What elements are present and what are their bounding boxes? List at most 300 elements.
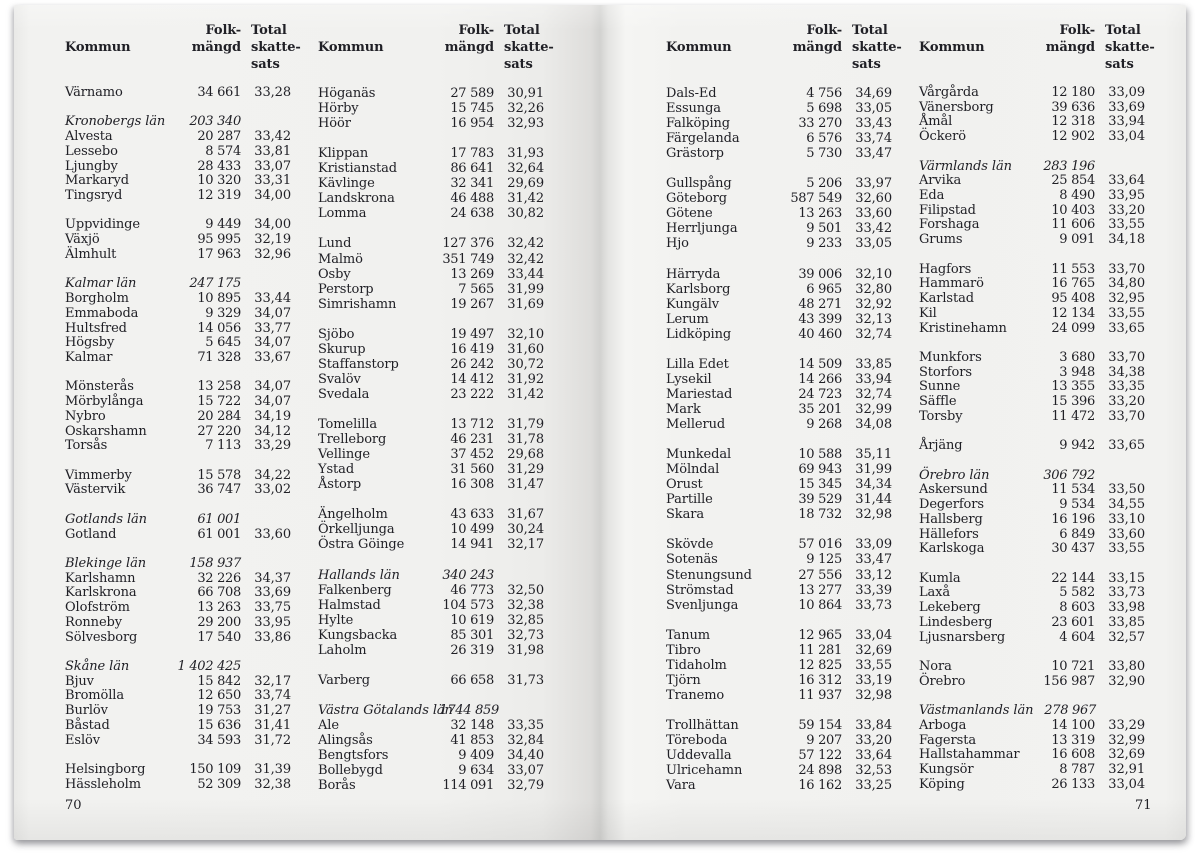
population-value: 10 619 <box>450 612 494 628</box>
table-row <box>318 417 544 432</box>
tax-rate-value: 33,65 <box>1108 320 1145 336</box>
table-row <box>65 410 291 425</box>
table-row <box>318 146 544 161</box>
population-value: 114 091 <box>442 778 494 794</box>
kommun-name: Karlshamn <box>65 570 136 586</box>
population-value: 14 266 <box>798 371 842 387</box>
kommun-name: Hässleholm <box>65 776 141 792</box>
tax-rate-value: 33,25 <box>855 778 892 794</box>
table-row <box>65 380 291 395</box>
population-value: 12 650 <box>197 688 241 704</box>
kommun-header-label: Kommun <box>318 40 384 55</box>
kommun-name: Halmstad <box>318 597 381 613</box>
population-value: 7 565 <box>458 281 494 297</box>
kommun-name: Bjuv <box>65 673 94 689</box>
county-name: Örebro län <box>919 467 990 483</box>
kommun-name: Hallstahammar <box>919 747 1020 763</box>
tax-rate-value: 33,39 <box>855 582 892 598</box>
population-value: 8 603 <box>1059 600 1095 616</box>
table-row <box>919 218 1145 233</box>
skattesats-header-label: Total skatte- sats <box>852 23 902 72</box>
tax-rate-value: 31,39 <box>254 762 291 778</box>
tax-rate-value: 31,60 <box>507 341 544 357</box>
kommun-name: Svalöv <box>318 371 361 387</box>
tax-rate-value: 33,31 <box>254 173 291 189</box>
kommun-name: Trelleborg <box>318 432 387 448</box>
county-name: Blekinge län <box>65 556 147 571</box>
table-row <box>919 498 1145 513</box>
tax-rate-value: 34,18 <box>1108 232 1145 248</box>
page-71-column-2 <box>919 22 1155 793</box>
tax-rate-value: 34,00 <box>254 188 291 204</box>
tax-rate-value: 33,74 <box>254 688 291 704</box>
table-row <box>318 613 544 628</box>
table-row <box>65 115 291 130</box>
tax-rate-value: 32,42 <box>507 236 544 252</box>
table-row <box>318 342 544 357</box>
population-value: 23 222 <box>450 386 494 402</box>
table-row <box>318 372 544 387</box>
tax-rate-value: 32,99 <box>1108 732 1145 748</box>
table-row <box>65 130 291 145</box>
tax-rate-value: 32,10 <box>507 326 544 342</box>
tax-rate-value: 33,35 <box>1108 379 1145 395</box>
tax-rate-value: 31,98 <box>507 642 544 658</box>
table-row <box>318 477 544 492</box>
population-value: 28 433 <box>197 158 241 174</box>
column-rows <box>318 86 544 793</box>
table-row <box>318 673 544 688</box>
population-value: 13 258 <box>197 379 241 395</box>
population-value: 5 582 <box>1059 585 1095 601</box>
population-value: 247 175 <box>189 276 241 292</box>
table-row <box>666 628 892 643</box>
table-row <box>919 160 1145 175</box>
spacer-row <box>65 263 291 278</box>
kommun-name: Hörby <box>318 101 359 117</box>
kommun-name: Karlstad <box>919 291 975 307</box>
population-value: 15 345 <box>798 477 842 493</box>
tax-rate-value: 31,44 <box>855 492 892 508</box>
population-value: 95 995 <box>197 232 241 248</box>
population-value: 9 091 <box>1059 232 1095 248</box>
table-row <box>919 380 1145 395</box>
book-spread <box>14 5 1186 840</box>
population-value: 23 601 <box>1051 614 1095 630</box>
tax-rate-value: 32,96 <box>254 246 291 262</box>
table-row <box>666 282 892 297</box>
tax-rate-value: 33,05 <box>855 101 892 117</box>
county-name: Kalmar län <box>65 276 137 292</box>
population-value: 39 636 <box>1051 99 1095 115</box>
table-row <box>65 439 291 454</box>
kommun-name: Arvika <box>919 173 962 189</box>
population-value: 13 263 <box>197 600 241 616</box>
table-row <box>666 267 892 282</box>
kommun-name: Skurup <box>318 341 366 357</box>
table-row <box>919 660 1145 675</box>
tax-rate-value: 32,50 <box>507 582 544 598</box>
spacer-row <box>666 432 892 447</box>
kommun-name: Munkfors <box>919 349 982 365</box>
tax-rate-value: 33,64 <box>855 748 892 764</box>
kommun-name: Laholm <box>318 642 367 658</box>
table-row <box>318 778 544 793</box>
kommun-name: Lund <box>318 236 352 252</box>
kommun-name: Helsingborg <box>65 762 146 778</box>
tax-rate-value: 34,40 <box>507 748 544 764</box>
tax-rate-value: 33,60 <box>1108 526 1145 542</box>
tax-rate-value <box>1096 704 1145 719</box>
population-value: 24 099 <box>1051 320 1095 336</box>
tax-rate-value: 32,38 <box>254 776 291 792</box>
tax-rate-value: 33,94 <box>855 371 892 387</box>
kommun-name: Svedala <box>318 386 370 402</box>
kommun-name: Mark <box>666 401 701 417</box>
table-row <box>666 372 892 387</box>
kommun-name: Landskrona <box>318 191 395 207</box>
kommun-name: Essunga <box>666 101 721 117</box>
spacer-row <box>919 645 1145 660</box>
kommun-name: Båstad <box>65 717 110 733</box>
tax-rate-value: 34,69 <box>855 86 892 101</box>
population-value: 66 708 <box>197 585 241 601</box>
column-header <box>318 22 554 73</box>
kommun-name: Sölvesborg <box>65 629 138 645</box>
tax-rate-value: 33,70 <box>1108 349 1145 365</box>
kommun-name: Hagfors <box>919 261 972 277</box>
table-row <box>666 236 892 251</box>
tax-rate-value: 32,17 <box>507 537 544 553</box>
population-value: 41 853 <box>450 733 494 749</box>
population-value: 9 942 <box>1059 438 1095 454</box>
kommun-name: Töreboda <box>666 733 728 749</box>
population-value: 57 122 <box>798 748 842 764</box>
tax-rate-value: 32,64 <box>507 161 544 177</box>
table-row <box>318 176 544 191</box>
kommun-name: Sjöbo <box>318 326 355 342</box>
population-value: 27 589 <box>450 86 494 101</box>
table-row <box>65 248 291 263</box>
tax-rate-value: 33,85 <box>1108 614 1145 630</box>
tax-rate-value: 33,97 <box>855 176 892 192</box>
kommun-name: Fagersta <box>919 732 976 748</box>
table-row <box>318 236 544 251</box>
kommun-name: Simrishamn <box>318 296 397 312</box>
kommun-name: Lomma <box>318 206 367 222</box>
table-row <box>919 616 1145 631</box>
spacer-row <box>666 161 892 176</box>
table-row <box>65 689 291 704</box>
kommun-name: Svenljunga <box>666 597 739 613</box>
table-row <box>666 297 892 312</box>
population-value: 29 200 <box>197 614 241 630</box>
table-row <box>666 357 892 372</box>
population-value: 8 787 <box>1059 762 1095 778</box>
kommun-name: Götene <box>666 206 713 222</box>
population-value: 1744 859 <box>439 702 499 718</box>
population-value: 5 206 <box>806 176 842 192</box>
column-header <box>666 22 902 73</box>
tax-rate-value: 31,29 <box>507 462 544 478</box>
table-row <box>65 660 291 675</box>
table-row <box>919 322 1145 337</box>
table-row <box>666 86 892 101</box>
population-value: 86 641 <box>450 161 494 177</box>
table-row <box>65 513 291 528</box>
table-row <box>666 131 892 146</box>
kommun-name: Vänersborg <box>919 99 994 115</box>
tax-rate-value: 33,80 <box>1108 659 1145 675</box>
tax-rate-value: 33,94 <box>1108 114 1145 130</box>
population-value: 9 634 <box>458 763 494 779</box>
population-value: 33 270 <box>798 116 842 132</box>
kommun-name: Ulricehamn <box>666 763 743 779</box>
spacer-row <box>666 252 892 267</box>
table-row <box>65 557 291 572</box>
population-value: 9 233 <box>806 236 842 252</box>
spacer-row <box>666 613 892 628</box>
table-row <box>65 160 291 175</box>
population-value: 17 783 <box>450 146 494 162</box>
spacer-row <box>919 145 1145 160</box>
tax-rate-value: 33,09 <box>1108 85 1145 100</box>
tax-rate-value: 33,73 <box>1108 585 1145 601</box>
table-row <box>65 189 291 204</box>
table-row <box>318 507 544 522</box>
population-value: 11 472 <box>1051 408 1095 424</box>
kommun-name: Kristinehamn <box>919 320 1007 336</box>
tax-rate-value: 33,20 <box>1108 202 1145 218</box>
kommun-name: Kalmar <box>65 349 113 365</box>
population-value: 9 449 <box>205 217 241 233</box>
tax-rate-value: 32,99 <box>855 401 892 417</box>
kommun-name: Värnamo <box>65 85 123 100</box>
tax-rate-value: 31,99 <box>507 281 544 297</box>
spacer-row <box>919 336 1145 351</box>
table-row <box>666 643 892 658</box>
table-row <box>666 312 892 327</box>
population-value: 36 747 <box>197 482 241 498</box>
table-row <box>318 327 544 342</box>
tax-rate-value: 31,79 <box>507 417 544 433</box>
county-name: Värmlands län <box>919 158 1012 174</box>
population-value: 14 056 <box>197 320 241 336</box>
spacer-row <box>318 658 544 673</box>
tax-rate-value: 32,60 <box>855 191 892 207</box>
table-row <box>318 357 544 372</box>
column-header <box>65 22 301 73</box>
table-row <box>666 327 892 342</box>
table-row <box>919 233 1145 248</box>
population-value: 61 001 <box>197 511 241 527</box>
population-value: 46 488 <box>450 191 494 207</box>
population-value: 12 318 <box>1051 114 1095 130</box>
population-value: 15 722 <box>197 394 241 410</box>
kommun-name: Kungälv <box>666 296 720 312</box>
population-value: 11 937 <box>798 687 842 703</box>
population-value: 10 320 <box>197 173 241 189</box>
kommun-name: Lessebo <box>65 143 118 159</box>
tax-rate-value: 30,72 <box>507 356 544 372</box>
tax-rate-value: 32,73 <box>507 627 544 643</box>
table-row <box>666 583 892 598</box>
spacer-row <box>65 498 291 513</box>
kommun-name: Kävlinge <box>318 176 375 192</box>
tax-rate-value: 33,44 <box>254 291 291 307</box>
tax-rate-value: 33,75 <box>254 600 291 616</box>
kommun-name: Sotenäs <box>666 552 718 568</box>
table-row <box>666 402 892 417</box>
tax-rate-value: 33,29 <box>254 438 291 454</box>
kommun-name: Hammarö <box>919 276 984 292</box>
kommun-name: Kristianstad <box>318 161 398 177</box>
population-value: 5 698 <box>806 101 842 117</box>
table-row <box>919 351 1145 366</box>
kommun-name: Eslöv <box>65 732 100 748</box>
kommun-name: Herrljunga <box>666 221 738 237</box>
population-value: 95 408 <box>1051 291 1095 307</box>
table-row <box>65 174 291 189</box>
tax-rate-value: 30,82 <box>507 206 544 222</box>
population-value: 283 196 <box>1043 158 1095 174</box>
population-value: 16 765 <box>1051 276 1095 292</box>
kommun-name: Vimmerby <box>65 467 132 483</box>
tax-rate-value: 33,07 <box>254 158 291 174</box>
kommun-name: Bengtsfors <box>318 748 389 764</box>
population-value: 15 745 <box>450 101 494 117</box>
tax-rate-value: 32,17 <box>254 673 291 689</box>
spacer-row <box>919 557 1145 572</box>
spacer-row <box>666 342 892 357</box>
tax-rate-value: 31,93 <box>507 146 544 162</box>
kommun-name: Malmö <box>318 251 363 267</box>
spacer-row <box>666 522 892 537</box>
kommun-name: Falkenberg <box>318 582 392 598</box>
kommun-name: Varberg <box>318 672 371 688</box>
spacer-row <box>318 552 544 567</box>
spacer-row <box>65 645 291 660</box>
population-value: 158 937 <box>189 556 241 571</box>
tax-rate-value: 33,10 <box>1108 511 1145 527</box>
folkmangd-header-label: Folk- mängd <box>444 23 494 55</box>
table-row <box>318 86 544 101</box>
tax-rate-value: 32,26 <box>507 101 544 117</box>
kommun-name: Tomelilla <box>318 417 377 433</box>
table-row <box>919 101 1145 116</box>
kommun-name: Sunne <box>919 379 961 395</box>
population-value: 35 201 <box>798 401 842 417</box>
table-row <box>666 673 892 688</box>
population-value: 26 319 <box>450 642 494 658</box>
kommun-name: Filipstad <box>919 202 976 218</box>
population-value: 12 180 <box>1051 85 1095 100</box>
tax-rate-value: 32,53 <box>855 763 892 779</box>
kommun-name: Orust <box>666 477 703 493</box>
table-row <box>65 675 291 690</box>
population-value: 1 402 425 <box>177 659 241 675</box>
tax-rate-value: 33,28 <box>254 85 291 100</box>
table-row <box>666 221 892 236</box>
table-row <box>919 528 1145 543</box>
population-value: 14 941 <box>450 537 494 553</box>
kommun-name: Oskarshamn <box>65 423 147 439</box>
folkmangd-header-label: Folk- mängd <box>191 23 241 55</box>
tax-rate-value: 33,19 <box>855 672 892 688</box>
kommun-name: Mellerud <box>666 417 726 433</box>
tax-rate-value: 33,44 <box>507 266 544 282</box>
population-value: 13 263 <box>798 206 842 222</box>
county-name: Västmanlands län <box>919 703 1034 719</box>
spacer-row <box>65 101 291 116</box>
tax-rate-value: 34,38 <box>1108 364 1145 380</box>
kommun-name: Storfors <box>919 364 972 380</box>
population-value: 15 578 <box>197 467 241 483</box>
kommun-name: Grums <box>919 232 963 248</box>
population-value: 59 154 <box>798 717 842 733</box>
kommun-name: Trollhättan <box>666 717 739 733</box>
tax-rate-value: 33,15 <box>1108 570 1145 586</box>
tax-rate-value: 32,10 <box>855 266 892 282</box>
table-row <box>318 161 544 176</box>
tax-rate-value <box>1095 160 1145 175</box>
kommun-name: Strömstad <box>666 582 734 598</box>
table-row <box>919 439 1145 454</box>
table-row <box>318 748 544 763</box>
folkmangd-header-label: Folk- mängd <box>792 23 842 55</box>
kommun-name: Munkedal <box>666 447 732 463</box>
tax-rate-value: 33,77 <box>254 320 291 336</box>
table-row <box>318 432 544 447</box>
tax-rate-value: 31,72 <box>254 732 291 748</box>
tax-rate-value: 31,99 <box>855 462 892 478</box>
population-value: 16 312 <box>798 672 842 688</box>
kommun-name: Gullspång <box>666 176 732 192</box>
population-value: 278 967 <box>1044 703 1096 719</box>
tax-rate-value: 33,70 <box>1108 261 1145 277</box>
tax-rate-value: 33,85 <box>855 356 892 372</box>
population-value: 16 162 <box>798 778 842 794</box>
table-row <box>65 145 291 160</box>
spacer-row <box>318 221 544 236</box>
kommun-header-label: Kommun <box>65 40 131 55</box>
kommun-name: Åmål <box>919 114 953 130</box>
table-row <box>666 658 892 673</box>
table-row <box>666 387 892 402</box>
tax-rate-value: 33,42 <box>855 221 892 237</box>
population-value: 20 287 <box>197 129 241 145</box>
tax-rate-value: 32,69 <box>855 642 892 658</box>
page-number-right: 71 <box>1135 798 1152 813</box>
population-value: 8 574 <box>205 143 241 159</box>
tax-rate-value: 32,90 <box>1108 673 1145 689</box>
kommun-name: Öckerö <box>919 129 966 145</box>
table-row <box>65 351 291 366</box>
population-value: 11 606 <box>1051 217 1095 233</box>
kommun-name: Färgelanda <box>666 131 740 147</box>
column-header <box>919 22 1155 73</box>
page-number-left: 70 <box>65 798 82 813</box>
table-row <box>919 542 1145 557</box>
kommun-name: Partille <box>666 492 713 508</box>
population-value: 7 113 <box>205 438 241 454</box>
tax-rate-value: 33,84 <box>855 717 892 733</box>
kommun-name: Karlskrona <box>65 585 137 601</box>
table-row <box>318 522 544 537</box>
kommun-name: Alingsås <box>318 733 373 749</box>
population-value: 61 001 <box>197 526 241 542</box>
table-row <box>318 191 544 206</box>
